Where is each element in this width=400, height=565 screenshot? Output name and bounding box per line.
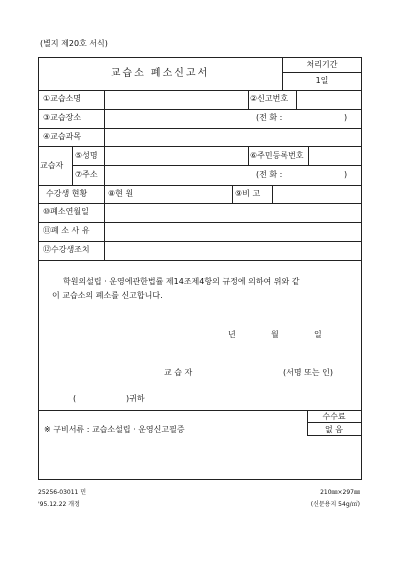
revision-date: '95.12.22 개정	[38, 501, 80, 508]
addressee-suffix: )귀하	[126, 394, 145, 403]
paper-size: 210㎜×297㎜	[320, 489, 360, 496]
remarks-label: ⑨비 고	[235, 189, 261, 198]
teacher-name-label: ⑤성명	[75, 151, 98, 160]
signature-note: (서명 또는 인)	[283, 368, 333, 377]
form-title: 교습소 폐소신고서	[110, 68, 210, 79]
form-frame	[38, 57, 362, 480]
current-count-label: ⑧현 원	[108, 189, 134, 198]
resident-number-label: ⑥주민등록번호	[250, 151, 304, 160]
report-number-label: ②신고번호	[250, 94, 289, 103]
subject-label: ④교습과목	[43, 132, 82, 141]
fee-label: 수수료	[322, 412, 346, 421]
date-month: 월	[271, 330, 279, 339]
attachments-note: ※ 구비서류 : 교습소설립 · 운영신고필증	[44, 425, 185, 434]
closure-reason-label: ⑪폐 소 사 유	[43, 226, 90, 235]
institute-name-label: ①교습소명	[43, 94, 82, 103]
signature-label: 교 습 자	[164, 368, 193, 377]
form-number: 25256-03011 민	[38, 489, 87, 496]
processing-period-label: 처리기간	[306, 60, 338, 69]
date-year: 년	[228, 330, 236, 339]
closure-date-label: ⑩폐소연월일	[43, 207, 89, 216]
statement-line-2: 이 교습소의 폐소를 신고합니다.	[52, 291, 163, 300]
phone-close-2: )	[344, 170, 348, 179]
date-day: 일	[314, 330, 322, 339]
processing-period-value: 1일	[315, 76, 329, 85]
teacher-group-label: 교습자	[40, 161, 64, 170]
students-status-label: 수강생 현황	[46, 189, 88, 198]
phone-label-1: (전 화 :	[256, 113, 283, 122]
statement-line-1: 학원의설립 · 운영에관한법률 제14조제4항의 규정에 의하여 위와 같	[63, 277, 300, 286]
address-label: ⑦주소	[75, 170, 98, 179]
appendix-label: (별지 제20호 서식)	[40, 39, 108, 48]
addressee-open: (	[73, 394, 77, 403]
institute-location-label: ③교습장소	[43, 113, 82, 122]
phone-label-2: (전 화 :	[256, 170, 283, 179]
student-measures-label: ⑫수강생조치	[43, 245, 90, 254]
fee-value: 없 음	[325, 425, 343, 434]
paper-type: (신문용지 54g/㎡)	[310, 501, 360, 508]
phone-close-1: )	[344, 113, 348, 122]
